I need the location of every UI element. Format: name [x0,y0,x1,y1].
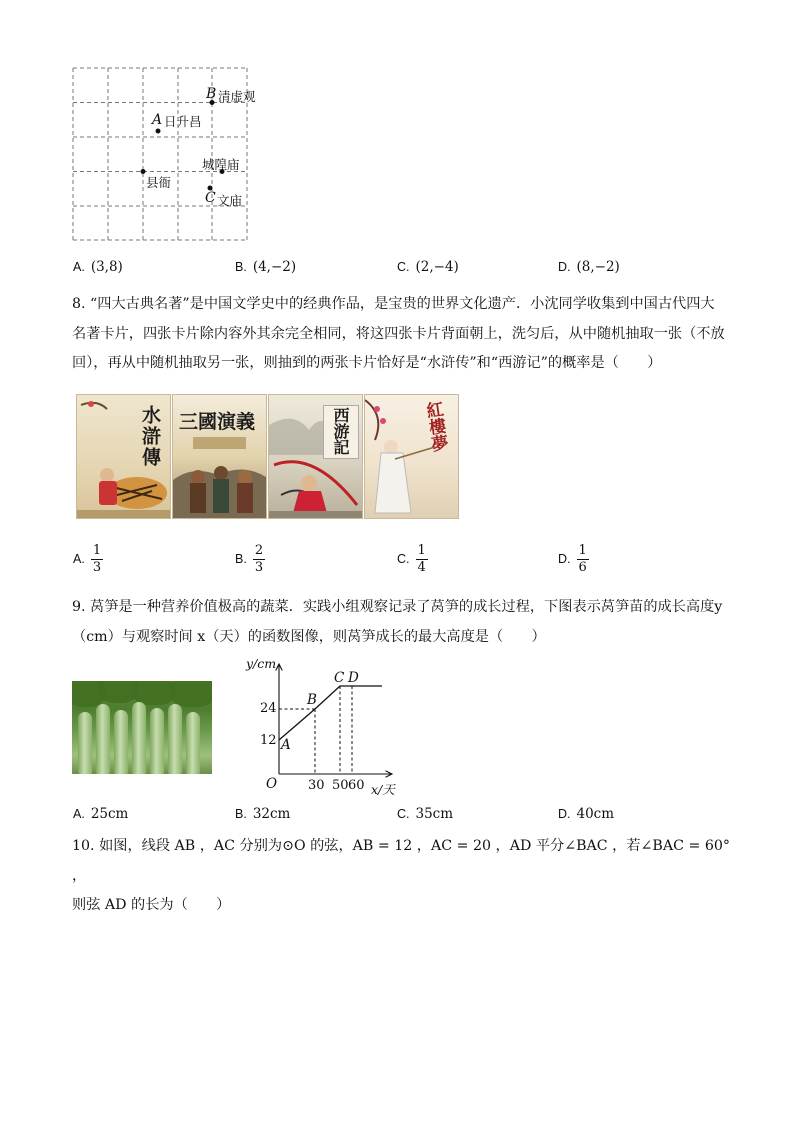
q9-function-graph [240,655,400,795]
graph-point-d: D [348,670,359,686]
point-a [156,129,161,134]
card-title-sanguo: 三國演義 [179,411,256,433]
card-honglou [364,394,459,519]
q8-option-b[interactable]: B. $\frac{2}{3}$ [235,543,264,575]
q8-option-c[interactable]: C. $\frac{1}{4}$ [397,543,426,575]
lettuce-photo [72,681,212,774]
label-c: C [205,190,216,206]
card-sanguo [172,394,267,519]
card-title-honglou: 紅樓夢 [421,399,449,454]
q8-stem: 8. “四大古典名著”是中国文学史中的经典作品，是宝贵的世界文化遗产．小沈同学收集到中国古代四大 名著卡片，四张卡片除内容外其余完全相同，将这四张卡片背面朝上，洗匀后，从中随机抽取一张（不放 回），再从中随机抽取另一张，则抽到的两张卡片恰好是“水浒传”和“西游记”的概率是（ ） [72,296,725,371]
q10-stem: 10. 如图，线段 AB ，AC 分别为⊙O 的弦，AB = 12 ，AC = 20 ，AD 平分∠BAC ，若∠BAC = 60° ， 则弦 AD 的长为（ ） [72,838,731,913]
graph-xtick-50: 50 [332,778,349,793]
graph-xtick-30: 30 [308,778,325,793]
card-title-xiyou: 西游記 [331,407,350,455]
card-xiyou [268,394,363,519]
label-xianya: 县衙 [146,175,172,190]
card-shuihu [76,394,171,519]
card-title-shuihu: 水滸傳 [139,405,161,468]
label-b: B [206,86,217,102]
graph-point-a: A [281,737,291,753]
fraction: $\frac{1}{6}$ [578,543,587,575]
point-xianya [141,169,146,174]
q7-option-a[interactable]: A. (3,8) [73,259,123,275]
q9-option-a[interactable]: A. 25cm [73,806,129,822]
graph-point-b: B [307,692,317,708]
graph-point-c: C [334,670,345,686]
label-a-name: 日升昌 [164,114,202,129]
label-chenghuang: 城隍庙 [202,157,240,172]
label-a: A [152,112,163,128]
fraction: $\frac{2}{3}$ [254,543,264,575]
graph-ylabel: y/cm [246,656,277,671]
growth-line [279,686,382,740]
graph-xlabel: x/天 [371,782,395,797]
graph-xtick-60: 60 [348,778,365,793]
fraction: $\frac{1}{3}$ [92,543,102,575]
q9-option-d[interactable]: D. 40cm [558,806,615,822]
q7-option-d[interactable]: D. (8,−2) [558,259,620,275]
q7-option-c[interactable]: C. (2,−4) [397,259,459,275]
graph-origin: O [266,776,278,792]
q9-option-c[interactable]: C. 35cm [397,806,454,822]
fraction: $\frac{1}{4}$ [417,543,426,575]
q8-option-d[interactable]: D. $\frac{1}{6}$ [558,543,587,575]
graph-ytick-12: 12 [260,733,277,748]
q9-option-b[interactable]: B. 32cm [235,806,291,822]
label-c-name: 文庙 [217,193,243,208]
q7-option-b[interactable]: B. (4,−2) [235,259,297,275]
label-b-name: 清虚观 [218,89,256,104]
graph-ytick-24: 24 [260,701,277,716]
q8-option-a[interactable]: A. $\frac{1}{3}$ [73,543,102,575]
q9-stem: 9. 莴笋是一种营养价值极高的蔬菜．实践小组观察记录了莴笋的成长过程，下图表示莴笋苗的成长高度y （cm）与观察时间 x（天）的函数图像，则莴笋成长的最大高度是（ ） [72,599,723,645]
